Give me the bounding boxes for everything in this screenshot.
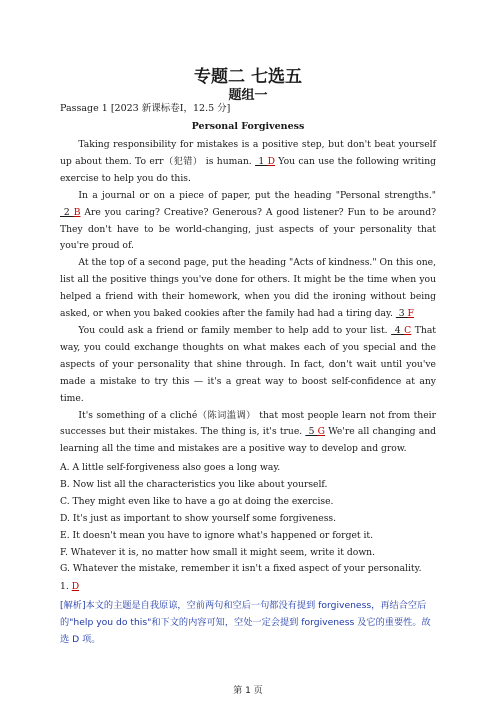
page-subtitle: 题组一 — [228, 88, 268, 103]
paragraph-text: Are you caring? Creative? Generous? A good listener? Fun to be around? They don't have to be world-changing, just aspects of your personality that you're proud of. — [60, 206, 437, 252]
article-paragraph — [60, 323, 436, 408]
paragraph-text: You could ask a friend or family member to help add to your list. — [78, 324, 392, 336]
option-item: F. Whatever it is, no matter how small it might seem, write it down. — [60, 546, 376, 558]
article-body — [60, 137, 436, 458]
blank-slot — [396, 308, 414, 319]
blank-slot — [255, 156, 275, 167]
article-paragraph — [60, 137, 436, 188]
explanation-text: [解析]本文的主题是自我原谅，空前两句和空后一句都没有提到 forgiveness，再结合空后的"help you do this"和下文的内容可知，空处一定会提到 forgiveness 及它的重要性。故选 D 项。 — [60, 600, 431, 645]
paragraph-text: We're all changing and learning all the time and mistakes are a positive way to develop and grow. — [60, 426, 437, 455]
option-item: B. Now list all the characteristics you like about yourself. — [60, 478, 328, 490]
option-item: G. Whatever the mistake, remember it isn't a fixed aspect of your personality. — [60, 563, 422, 575]
blank-number: 2 — [60, 206, 74, 218]
paragraph-text: You can use the following writing exercise to help you do this. — [60, 155, 436, 184]
blank-number: 5 — [305, 426, 318, 438]
blank-slot — [60, 207, 80, 218]
blank-slot — [305, 426, 325, 437]
options-list — [60, 460, 460, 578]
paragraph-text: That way, you could exchange thoughts on what makes each of you special and the aspects of your personality that shine through. In fact, don't wait until you've made a mistake to try this — it's a great way to boost self-confidence at any time. — [60, 324, 437, 404]
answer-letter: D — [71, 581, 80, 592]
answer-number: 1. — [60, 581, 72, 592]
blank-number: 3 — [395, 308, 408, 320]
paragraph-text: In a journal or on a piece of paper, put the heading "Personal strengths." — [78, 189, 436, 201]
option-item: D. It's just as important to show yourself some forgiveness. — [60, 512, 337, 524]
paragraph-text: It's something of a cliché（陈词滥调） that most people learn not from their successes but their mistakes. The thing is, it's true. — [60, 409, 436, 438]
option-item: A. A little self-forgiveness also goes a long way. — [60, 462, 281, 473]
blank-slot — [391, 325, 411, 336]
article-paragraph — [60, 255, 436, 323]
blank-answer: F — [407, 308, 414, 320]
blank-number: 1 — [255, 155, 268, 167]
article-paragraph — [60, 408, 436, 459]
blank-answer: B — [73, 206, 81, 218]
page-title: 专题二 七选五 — [194, 67, 302, 87]
paragraph-text: At the top of a second page, put the heading "Acts of kindness." On this one, list all the positive things you've done for others. It might be the time when you helped a friend with their homework, when you did the ironing without being asked, or when you baked cookies after the family had had a tiring day. — [60, 257, 436, 320]
option-item: E. It doesn't mean you have to ignore what's happened or forget it. — [60, 529, 374, 541]
blank-answer: D — [267, 155, 275, 167]
article-paragraph — [60, 188, 436, 256]
blank-answer: C — [404, 324, 412, 336]
answer-line — [60, 579, 460, 596]
blank-number: 4 — [391, 324, 405, 336]
page-number: 第 1 页 — [233, 686, 263, 696]
passage-source: Passage 1 [2023 新课标卷Ⅰ，12.5 分] — [60, 103, 231, 114]
paragraph-text: Taking responsibility for mistakes is a positive step, but don't beat yourself up about them. To err（犯错） is human. — [60, 139, 436, 167]
article-title: Personal Forgiveness — [191, 121, 305, 132]
option-item: C. They might even like to have a go at doing the exercise. — [60, 495, 334, 507]
blank-answer: G — [317, 426, 326, 438]
